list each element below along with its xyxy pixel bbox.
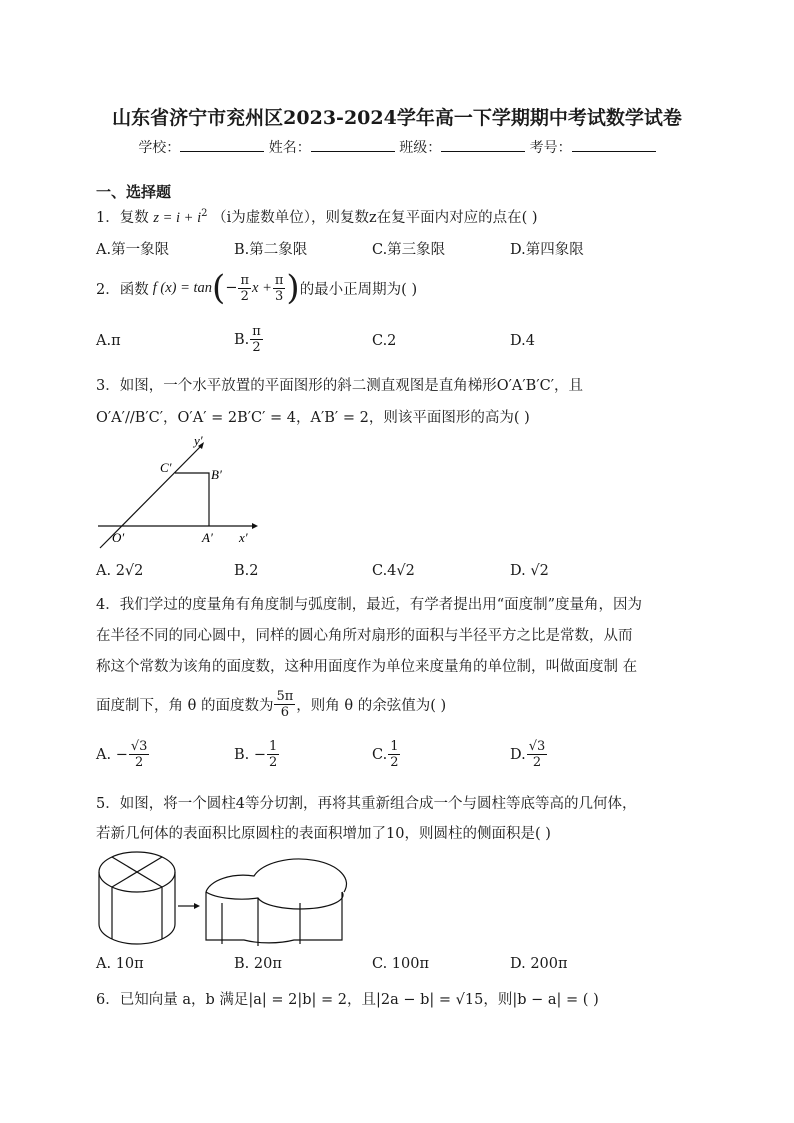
student-info-line [0,137,794,157]
question-3-line-2: O′A′//B′C′，O′A′ = 2B′C′ = 4，A′B′ = 2，则该平面图形的高为( ) [96,410,530,426]
q2-f2-numerator: π [274,272,284,288]
school-blank [180,139,264,152]
q5-option-a: A. 10π [96,956,144,972]
q4-ob-prefix: B. − [234,746,267,763]
q4-denominator: 6 [280,704,289,720]
q4-option-c [372,739,401,770]
cylinder-figure [94,848,356,948]
q4-oc-fraction [388,739,400,770]
q4-line4-prefix: 面度制下，角 θ 的面度数为 [96,697,274,714]
q4-numerator: 5π [276,688,294,704]
original-cylinder [99,852,175,944]
q3-option-c: C.4√2 [372,563,415,579]
question-2-stem [96,268,417,308]
q3-option-a: A. 2√2 [96,563,144,579]
q5-option-d: D. 200π [510,956,568,972]
q4-ob-fraction [267,739,279,770]
q1-option-d: D.第四象限 [510,242,584,258]
q4-od-numerator: √3 [528,739,546,754]
name-label: 姓名： [268,140,311,156]
q2-function: f (x) = tan [152,279,213,296]
label-b-prime: B′ [211,467,222,482]
x-axis-arrow [252,523,258,529]
q2-option-b-fraction [250,324,263,355]
page-title: 山东省济宁市兖州区2023-2024学年高一下学期期中考试数学试卷 [112,107,682,129]
q2-option-d: D.4 [510,333,535,349]
q2-prefix: 2．函数 [96,281,149,298]
question-4-line-3: 称这个常数为该角的面度数，这种用面度作为单位来度量角的单位制，叫做面度制 在 [96,659,638,675]
label-c-prime: C′ [160,460,172,475]
oblique-projection-figure [92,432,262,556]
q4-option-a [96,739,150,770]
question-5-line-1: 5．如图，将一个圆柱4等分切割，再将其重新组合成一个与圆柱等底等高的几何体， [96,796,637,812]
question-3-line-1: 3．如图，一个水平放置的平面图形的斜二测直观图是直角梯形O′A′B′C′，且 [96,378,584,394]
section-heading: 一、选择题 [96,183,172,201]
question-4-line-1: 4．我们学过的度量角有角度制与弧度制，最近，有学者提出用“面度制”度量角，因为 [96,597,643,613]
label-a-prime: A′ [202,530,213,545]
question-4-line-2: 在半径不同的同心圆中，同样的圆心角所对扇形的面积与半径平方之比是常数，从而 [96,628,633,644]
q5-option-c: C. 100π [372,956,430,972]
q2-option-b-prefix: B. [234,331,250,348]
q4-oc-numerator: 1 [390,739,399,754]
q2-f1-denominator: 2 [240,288,249,304]
q1-expression: z = i + i [153,210,202,226]
label-o-prime: O′ [112,530,125,545]
q2-option-c: C.2 [372,333,397,349]
q4-fraction [274,689,295,720]
number-label: 考号： [529,140,572,156]
q1-option-b: B.第二象限 [234,242,308,258]
q4-option-b [234,739,280,770]
q5-option-b: B. 20π [234,956,282,972]
q1-suffix: （i为虚数单位），则复数z在复平面内对应的点在( ) [212,210,538,226]
q1-exponent: 2 [201,208,208,220]
question-4-line-4 [96,684,446,724]
class-label: 班级： [399,140,442,156]
q2-fraction-1 [238,273,251,304]
class-blank [441,139,525,152]
question-1-stem [96,206,538,227]
q2-minus: − [225,280,238,296]
q4-oa-denominator: 2 [134,755,144,770]
q4-od-denominator: 2 [532,755,542,770]
q2-option-b [234,324,264,355]
q4-line4-suffix: ，则角 θ 的余弦值为( ) [296,697,447,714]
q3-option-d: D. √2 [510,563,549,579]
q4-od-prefix: D. [510,746,526,763]
q2-ob-numerator: π [252,324,261,339]
q1-prefix: 1．复数 [96,210,149,226]
q2-f1-numerator: π [240,272,250,288]
q4-oa-numerator: √3 [130,739,148,754]
q2-fraction-2 [273,273,286,304]
number-blank [572,139,656,152]
label-y-prime: y′ [194,433,203,448]
recombined-solid [206,859,346,946]
q4-oa-prefix: A. − [96,746,128,763]
q2-left-paren: ( [212,268,226,308]
q3-option-b: B.2 [234,563,259,579]
q2-mid: x + [252,279,272,296]
q1-option-c: C.第三象限 [372,242,446,258]
name-blank [311,139,395,152]
q4-oc-denominator: 2 [390,755,399,770]
q4-oa-fraction [129,739,150,770]
q4-option-d [510,739,548,770]
q2-suffix: 的最小正周期为( ) [299,281,418,298]
q2-f2-denominator: 3 [275,288,284,304]
question-6-stem: 6．已知向量 a，b 满足|a| = 2|b| = 2，且|2a − b| = √15，则|b − a| = ( ) [96,992,599,1008]
q2-ob-denominator: 2 [252,340,261,355]
q4-oc-prefix: C. [372,746,388,763]
q4-od-fraction [527,739,548,770]
q1-option-a: A.第一象限 [96,242,170,258]
trapezoid-edges [175,473,209,526]
label-x-prime: x′ [239,530,248,545]
q4-ob-denominator: 2 [269,755,278,770]
q2-option-a: A.π [96,333,121,349]
school-label: 学校： [138,140,181,156]
q2-right-paren: ) [286,268,300,308]
q4-ob-numerator: 1 [269,739,278,754]
question-5-line-2: 若新几何体的表面积比原圆柱的表面积增加了10，则圆柱的侧面积是( ) [96,826,551,842]
arrow [178,903,200,909]
